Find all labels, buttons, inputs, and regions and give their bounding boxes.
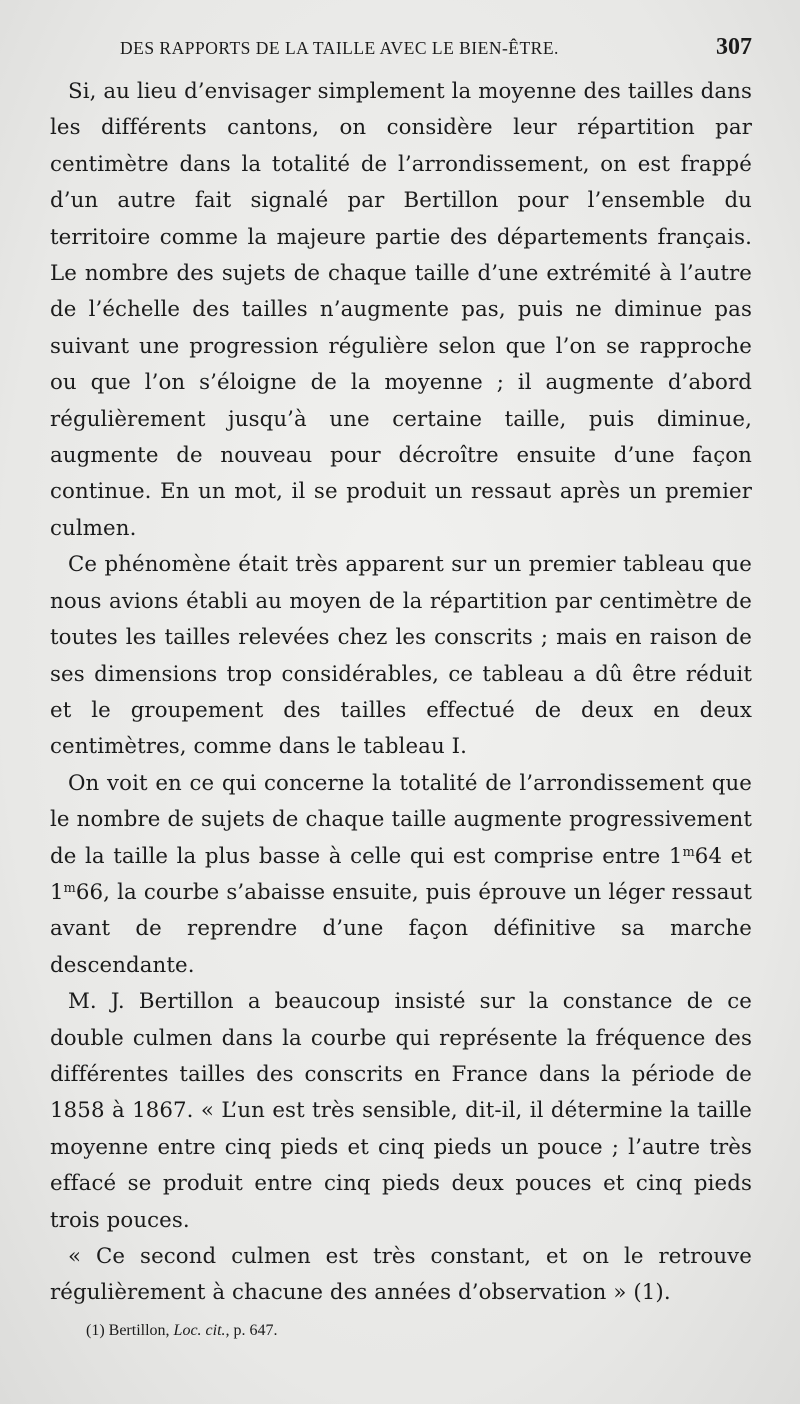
page-number: 307 <box>716 34 752 60</box>
running-head <box>120 34 752 66</box>
footnote-author: Bertillon, <box>108 1322 170 1339</box>
meter-unit-1: m <box>682 844 695 860</box>
paragraph-3-part-3: 66, la courbe s’abaisse ensuite, puis éprouve un léger ressaut avant de reprendre d’une façon définitive sa marche descendante. <box>50 879 752 978</box>
paragraph-4: M. J. Bertillon a beaucoup insisté sur la constance de ce double culmen dans la courbe qui représente la fréquence des différentes tailles des conscrits en France dans la période de 1858 à 1867. « L’un est très sensible, dit-il, il détermine la taille moyenne entre cinq pieds et cinq pieds un pouce ; l’autre très effacé se produit entre cinq pieds deux pouces et cinq pieds trois pouces. <box>50 989 752 1233</box>
running-title: DES RAPPORTS DE LA TAILLE AVEC LE BIEN-ÊTRE. <box>120 38 559 58</box>
paragraph-3-part-1: On voit en ce qui concerne la totalité de l’arrondissement que le nombre de sujets de chaque taille augmente progressivement de la taille la plus basse à celle qui est comprise entre 1 <box>50 770 752 869</box>
footnote-marker: (1) <box>86 1322 105 1339</box>
footnote-page: p. 647. <box>233 1322 278 1339</box>
body-text <box>50 74 752 1312</box>
footnote <box>86 1322 278 1340</box>
footnote-work: Loc. cit., <box>173 1322 230 1339</box>
meter-unit-2: m <box>63 880 76 896</box>
paragraph-3 <box>50 766 752 984</box>
paragraph-1: Si, au lieu d’envisager simplement la moyenne des tailles dans les différents cantons, on considère leur répartition par centimètre dans la totalité de l’arrondissement, on est frappé d’un autre fait signalé par Bertillon pour l’ensemble du territoire comme la majeure partie des départements français. Le nombre des sujets de chaque taille d’une extrémité à l’autre de l’échelle des tailles n’augmente pas, puis ne diminue pas suivant une progression régulière selon que l’on se rapproche ou que l’on s’éloigne de la moyenne ; il augmente d’abord régulièrement jusqu’à une certaine taille, puis diminue, augmente de nouveau pour décroître ensuite d’une façon continue. En un mot, il se produit un ressaut après un premier culmen. <box>50 79 752 541</box>
paragraph-5: « Ce second culmen est très constant, et on le retrouve régulièrement à chacune des années d’observation » (1). <box>50 1244 752 1306</box>
paragraph-3-part-2: 64 et 1 <box>50 843 752 905</box>
paragraph-2: Ce phénomène était très apparent sur un premier tableau que nous avions établi au moyen de la répartition par centimètre de toutes les tailles relevées chez les conscrits ; mais en raison de ses dimensions trop considérables, ce tableau a dû être réduit et le groupement des tailles effectué de deux en deux centimètres, comme dans le tableau I. <box>50 552 752 760</box>
